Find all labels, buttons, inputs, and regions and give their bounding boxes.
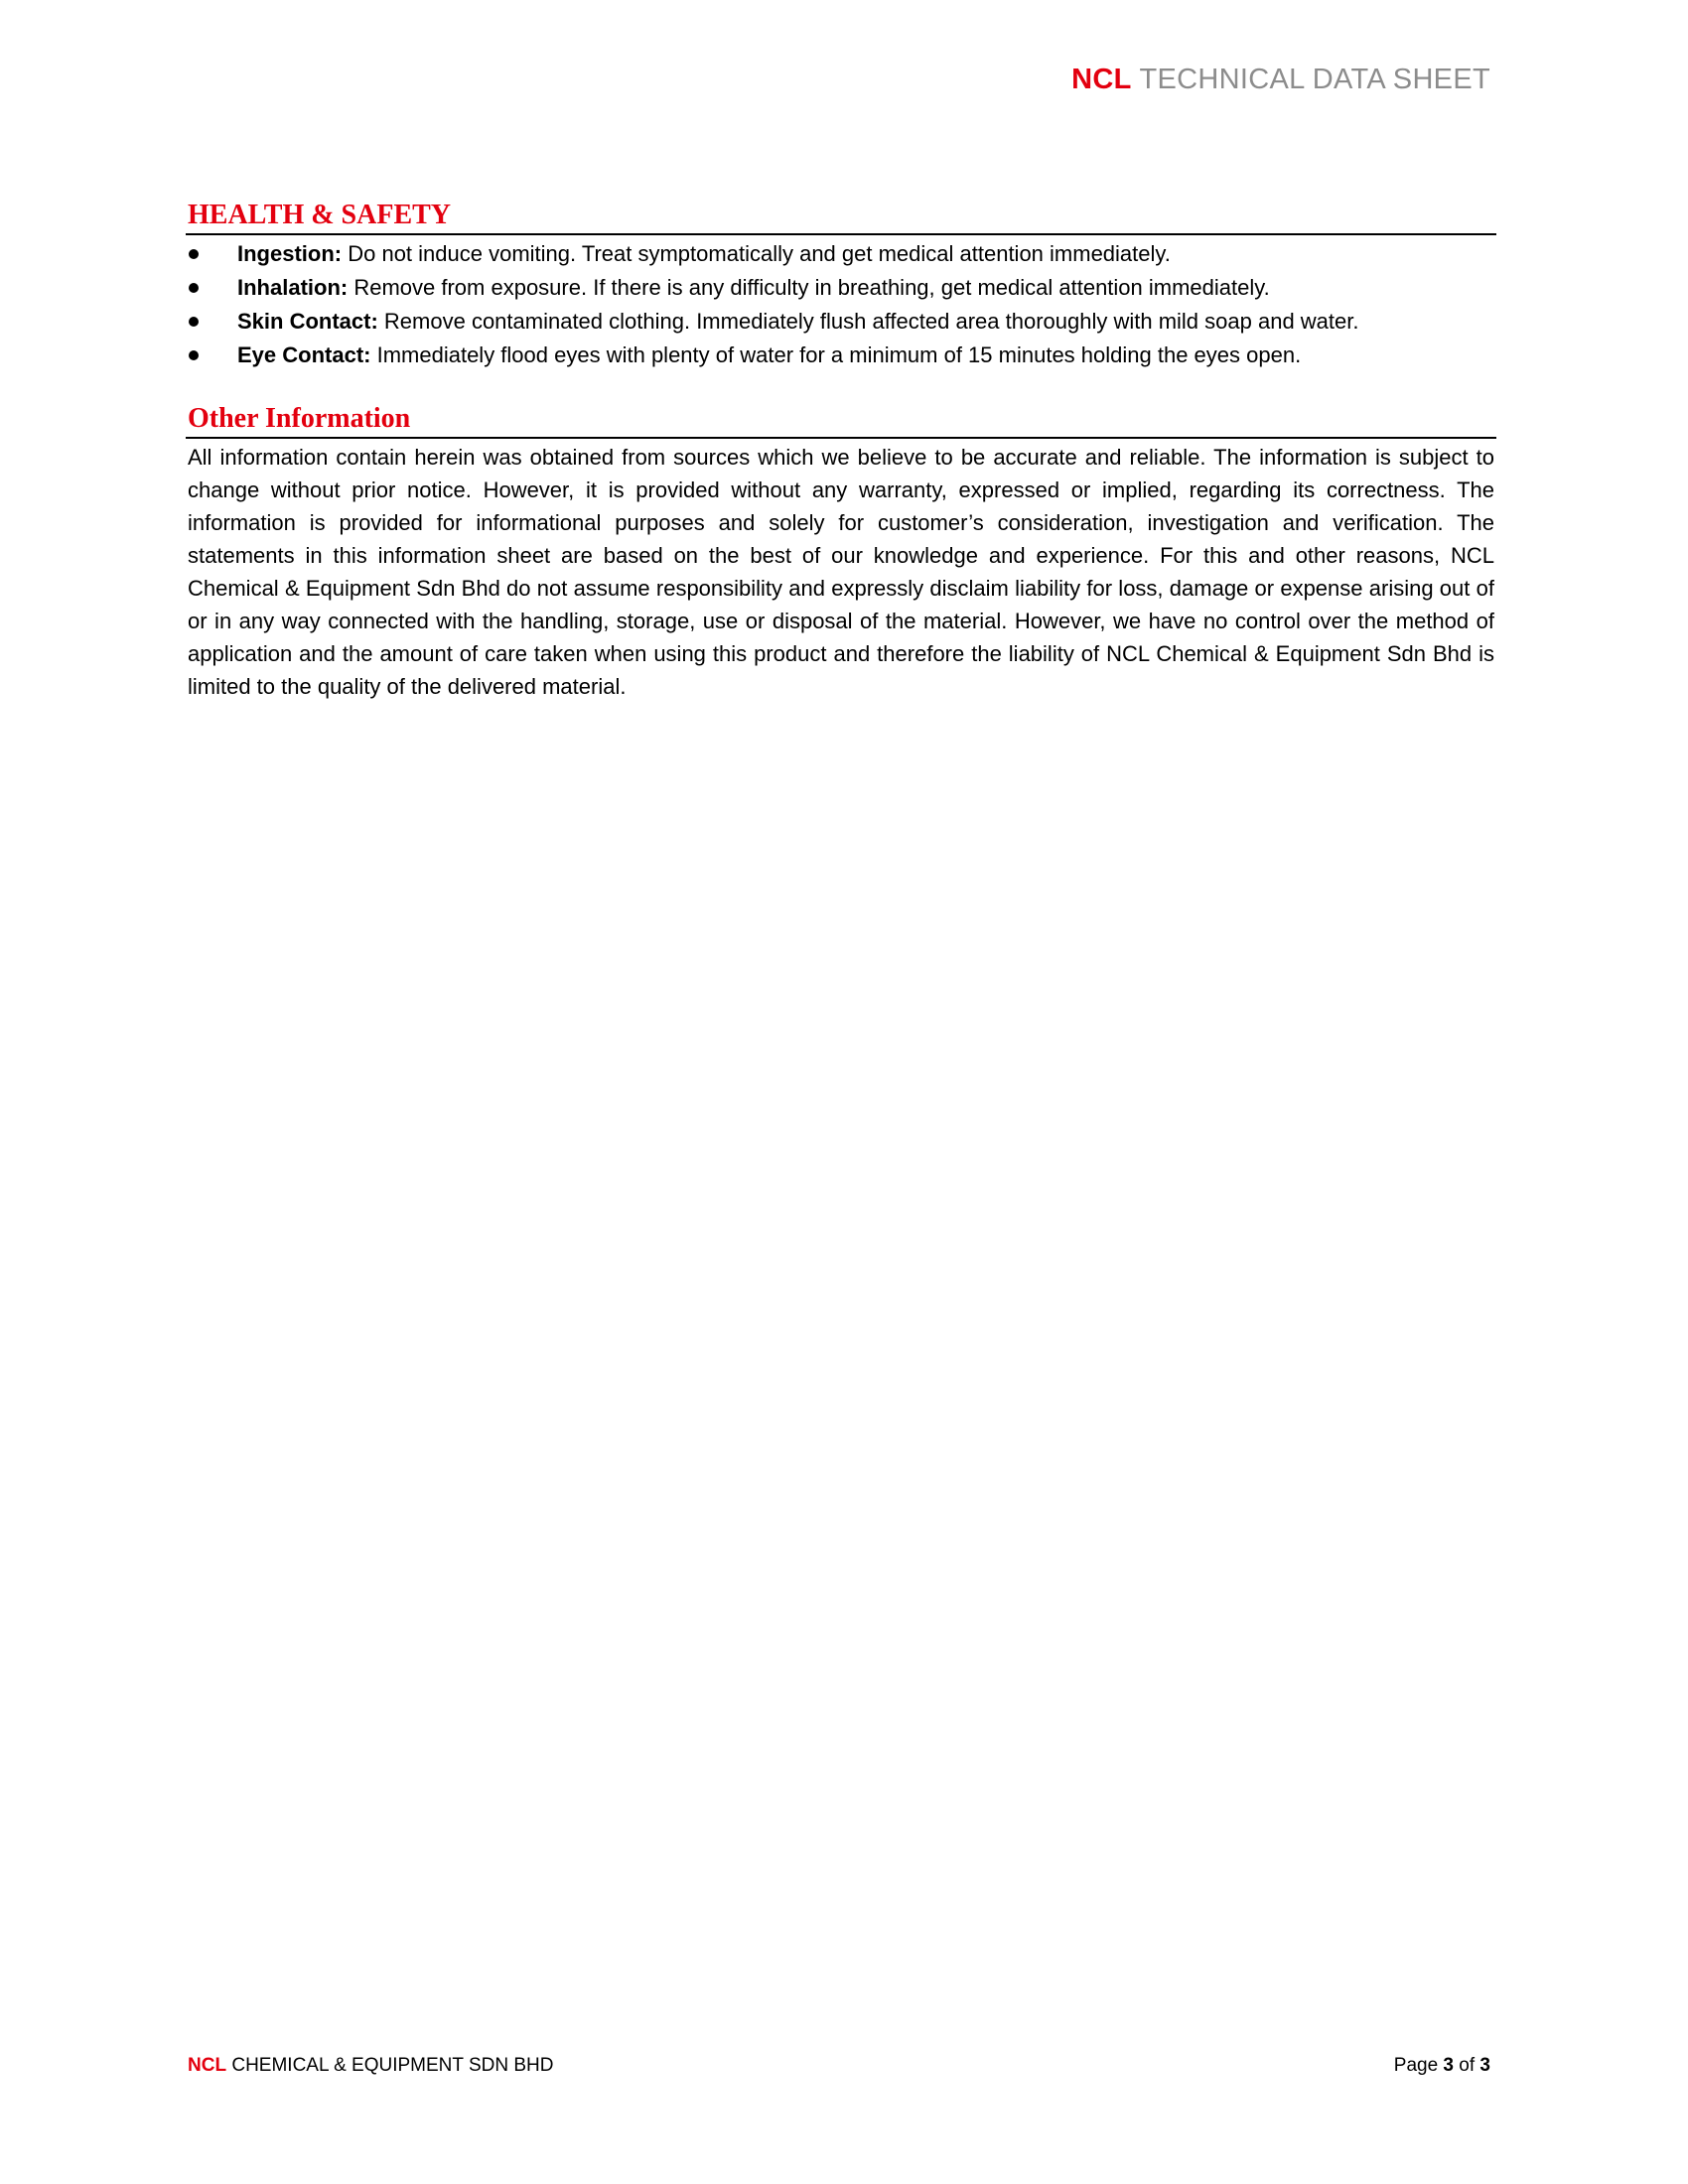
header-brand: NCL [1071, 64, 1132, 95]
document-body [186, 199, 1496, 703]
footer-company [188, 2055, 553, 2077]
header-subtitle: TECHNICAL DATA SHEET [1139, 64, 1490, 95]
page-prefix: Page [1393, 2055, 1439, 2076]
list-item-eye-contact [186, 339, 1496, 372]
other-information-section [186, 402, 1496, 703]
page-header [1071, 64, 1490, 96]
list-item-skin-contact [186, 305, 1496, 339]
list-item-inhalation [186, 271, 1496, 305]
item-label: Inhalation: [237, 275, 349, 300]
item-text: Remove contaminated clothing. Immediately flush affected area thoroughly with mild soap and water. [377, 309, 1359, 334]
page-number [1394, 2055, 1490, 2077]
footer-company-name: CHEMICAL & EQUIPMENT SDN BHD [231, 2055, 554, 2076]
item-text: Do not induce vomiting. Treat symptomatically and get medical attention immediately. [342, 241, 1171, 266]
footer-brand: NCL [188, 2055, 227, 2076]
page-total: 3 [1479, 2055, 1490, 2076]
bullet-icon [189, 283, 199, 293]
page-current: 3 [1443, 2055, 1454, 2076]
other-information-heading: Other Information [186, 402, 1496, 439]
health-safety-heading: HEALTH & SAFETY [186, 199, 1496, 235]
bullet-icon [189, 350, 199, 360]
health-safety-list [186, 237, 1496, 372]
list-item-ingestion [186, 237, 1496, 271]
bullet-icon [189, 249, 199, 259]
item-label: Eye Contact: [237, 342, 371, 367]
item-text: Immediately flood eyes with plenty of water for a minimum of 15 minutes holding the eyes open. [370, 342, 1302, 367]
item-label: Ingestion: [237, 241, 343, 266]
health-safety-section [186, 199, 1496, 372]
bullet-icon [189, 317, 199, 327]
item-label: Skin Contact: [237, 309, 378, 334]
page-of: of [1459, 2055, 1476, 2076]
disclaimer-paragraph: All information contain herein was obtained from sources which we believe to be accurate and reliable. The information is subject to change without prior notice. However, it is provided without any warranty, expressed or implied, regarding its correctness. The information is provided for informational purposes and solely for customer’s consideration, investigation and verification. The statements in this information sheet are based on the best of our knowledge and experience. For this and other reasons, NCL Chemical & Equipment Sdn Bhd do not assume responsibility and expressly disclaim liability for loss, damage or expense arising out of or in any way connected with the handling, storage, use or disposal of the material. However, we have no control over the method of application and the amount of care taken when using this product and therefore the liability of NCL Chemical & Equipment Sdn Bhd is limited to the quality of the delivered material. [188, 445, 1494, 699]
item-text: Remove from exposure. If there is any difficulty in breathing, get medical attention immediately. [348, 275, 1270, 300]
